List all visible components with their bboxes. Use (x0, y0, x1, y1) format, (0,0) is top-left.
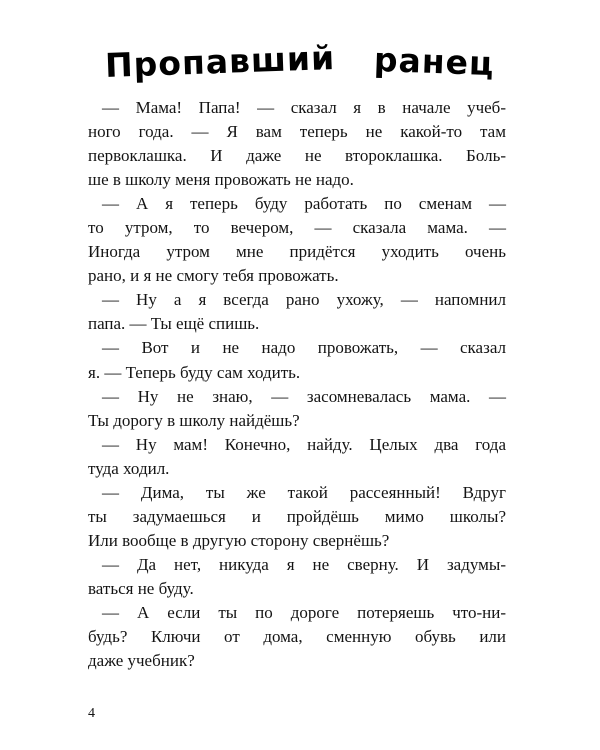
text-line: первоклашка. И даже не второклашка. Боль- (88, 146, 506, 166)
text-line: — Дима, ты же такой рассеянный! Вдруг (102, 482, 506, 502)
text-line: — Ну а я всегда рано ухожу, — напомнил (102, 290, 506, 310)
text-line: Или вообще в другую сторону свернёшь? (88, 530, 390, 550)
text-line: — А если ты по дороге потеряешь что-ни- (102, 602, 506, 622)
text-line: папа. — Ты ещё спишь. (88, 314, 260, 334)
text-line: — Да нет, никуда я не сверну. И задумы- (102, 554, 506, 574)
chapter-title (0, 37, 600, 86)
text-line: ваться не буду. (88, 578, 194, 598)
text-line: ного года. — Я вам теперь не какой-то там (88, 122, 506, 142)
text-line: — А я теперь буду работать по сменам — (102, 194, 506, 214)
text-line: будь? Ключи от дома, сменную обувь или (88, 627, 506, 647)
text-line: Иногда утром мне придётся уходить очень (88, 242, 506, 262)
page-number: 4 (88, 706, 95, 721)
text-line: — Ну не знаю, — засомневалась мама. — (102, 386, 506, 406)
text-line: рано, и я не смогу тебя провожать. (88, 266, 339, 286)
text-line: ше в школу меня провожать не надо. (88, 170, 354, 190)
chapter-title-word-2: ранец (373, 39, 496, 84)
text-line: даже учебник? (88, 651, 195, 671)
text-line: туда ходил. (88, 458, 170, 478)
text-line: — Ну мам! Конечно, найду. Целых два года (102, 434, 506, 454)
chapter-title-word-1: Пропавший (104, 37, 337, 86)
text-line: то утром, то вечером, — сказала мама. — (88, 218, 506, 238)
text-line: ты задумаешься и пройдёшь мимо школы? (88, 506, 506, 526)
text-line: Ты дорогу в школу найдёшь? (88, 410, 300, 430)
story-text (88, 96, 506, 673)
text-line: — Вот и не надо провожать, — сказал (102, 338, 506, 358)
text-line: я. — Теперь буду сам ходить. (88, 362, 301, 382)
text-line: — Мама! Папа! — сказал я в начале учеб- (102, 98, 506, 117)
